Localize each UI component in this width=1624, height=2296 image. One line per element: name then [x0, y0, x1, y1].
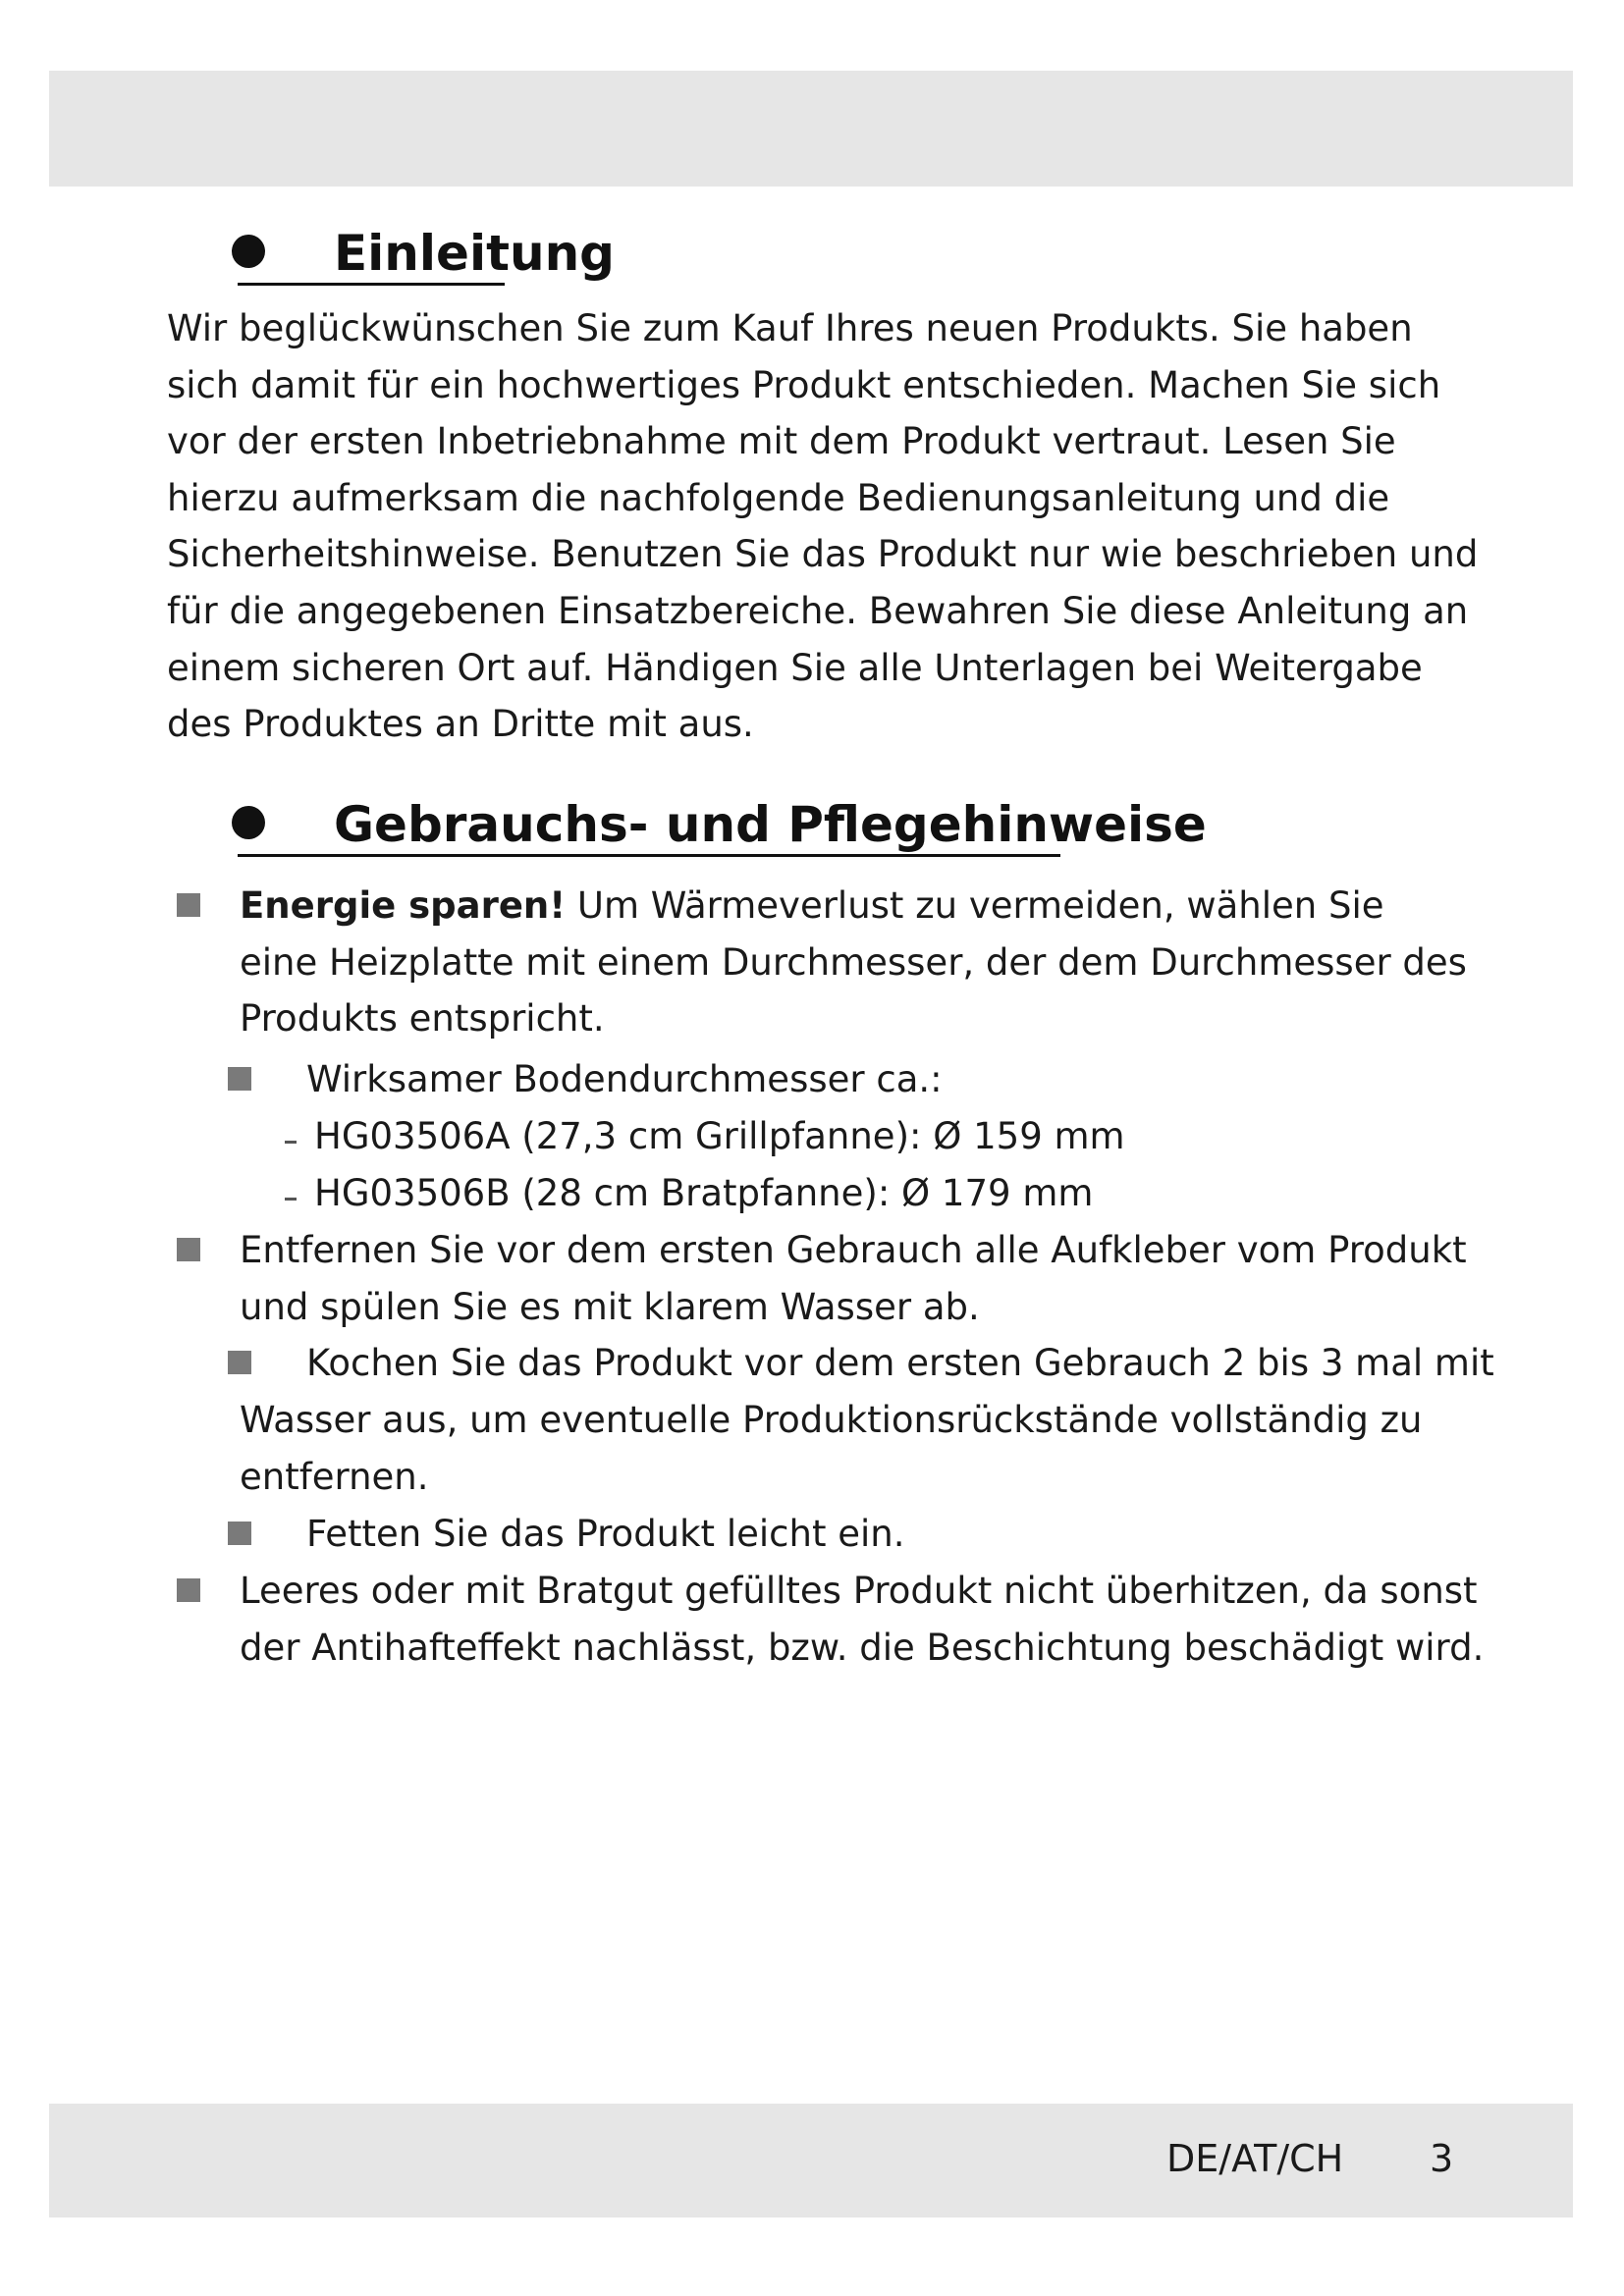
- item-text: Um Wärmeverlust zu vermeiden, wählen Sie: [566, 884, 1384, 927]
- heading-underline: [238, 854, 1060, 857]
- heading-underline: [238, 283, 505, 286]
- list-bullet-square-icon: [177, 893, 200, 917]
- list-item-line: HG03506B (28 cm Bratpfanne): Ø 179 mm: [314, 1172, 1094, 1214]
- paragraph-line: vor der ersten Inbetriebnahme mit dem Produkt vertraut. Lesen Sie: [167, 420, 1396, 463]
- dash-item-model-b: [314, 1165, 1093, 1222]
- emphasis-text: Energie sparen!: [240, 884, 567, 927]
- list-bullet-square-icon: [228, 1067, 251, 1091]
- list-bullet-square-icon: [177, 1578, 200, 1602]
- paragraph-line: für die angegebenen Einsatzbereiche. Bewahren Sie diese Anleitung an: [167, 589, 1469, 632]
- list-item-line: der Antihafteffekt nachlässt, bzw. die Beschichtung beschädigt wird.: [240, 1626, 1485, 1669]
- dash-marker-icon: [285, 1198, 297, 1201]
- list-item-overheat: [240, 1563, 1484, 1676]
- sublist-item-boil: [306, 1335, 1494, 1392]
- list-item-line: Produkts entspricht.: [240, 997, 605, 1041]
- list-item-line: Entfernen Sie vor dem ersten Gebrauch alle Aufkleber vom Produkt: [240, 1229, 1467, 1271]
- list-item-line: Wirksamer Bodendurchmesser ca.:: [306, 1058, 943, 1100]
- bullet-dot-icon: [232, 806, 265, 839]
- list-item-line: Leeres oder mit Bratgut gefülltes Produkt nicht überhitzen, da sonst: [240, 1570, 1478, 1612]
- list-item-line: eine Heizplatte mit einem Durchmesser, der dem Durchmesser des: [240, 940, 1467, 984]
- paragraph-line: sich damit für ein hochwertiges Produkt entschieden. Machen Sie sich: [167, 363, 1441, 406]
- list-item-line: und spülen Sie es mit klarem Wasser ab.: [240, 1285, 980, 1328]
- sublist-item-diameter: [306, 1051, 943, 1108]
- paragraph-line: des Produktes an Dritte mit aus.: [167, 703, 754, 746]
- dash-item-model-a: [314, 1108, 1125, 1165]
- list-item-line: Kochen Sie das Produkt vor dem ersten Gebrauch 2 bis 3 mal mit: [306, 1342, 1494, 1384]
- section-title: Einleitung: [334, 225, 615, 282]
- list-bullet-square-icon: [177, 1238, 200, 1261]
- footer-band: [49, 2104, 1573, 2217]
- list-item-line: HG03506A (27,3 cm Grillpfanne): Ø 159 mm: [314, 1115, 1125, 1157]
- sublist-item-grease: [306, 1506, 904, 1563]
- intro-paragraph: [167, 300, 1479, 753]
- footer-language: DE/AT/CH: [1166, 2137, 1344, 2180]
- list-item-line: entfernen.: [240, 1455, 429, 1498]
- paragraph-line: einem sicheren Ort auf. Händigen Sie alle Unterlagen bei Weitergabe: [167, 646, 1423, 689]
- paragraph-line: Wir beglückwünschen Sie zum Kauf Ihres neuen Produkts. Sie haben: [167, 307, 1413, 349]
- list-bullet-square-icon: [228, 1522, 251, 1545]
- list-bullet-square-icon: [228, 1351, 251, 1374]
- page-number: 3: [1430, 2137, 1454, 2180]
- list-item-line: Wasser aus, um eventuelle Produktionsrückstände vollständig zu: [240, 1399, 1423, 1441]
- list-item-energy: [240, 878, 1467, 1047]
- list-item-line: [240, 878, 1467, 934]
- dash-marker-icon: [285, 1141, 297, 1144]
- paragraph-line: hierzu aufmerksam die nachfolgende Bedienungsanleitung und die: [167, 476, 1390, 519]
- sublist-item-boil-continued: [240, 1392, 1423, 1505]
- section-title: Gebrauchs- und Pflegehinweise: [334, 796, 1207, 853]
- bullet-dot-icon: [232, 235, 265, 268]
- list-item-stickers: [240, 1222, 1467, 1335]
- paragraph-line: Sicherheitshinweise. Benutzen Sie das Produkt nur wie beschrieben und: [167, 533, 1479, 576]
- list-item-line: Fetten Sie das Produkt leicht ein.: [306, 1513, 905, 1555]
- header-band: [49, 71, 1573, 187]
